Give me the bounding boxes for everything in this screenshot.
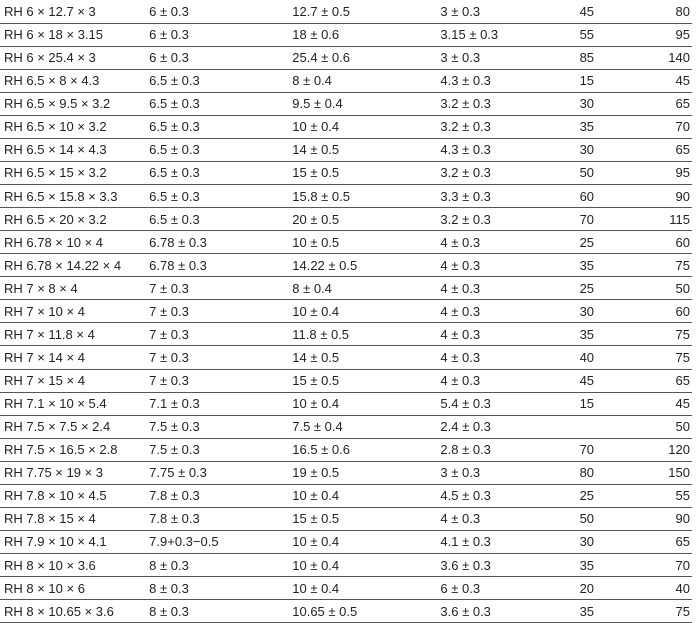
- dim-b-cell: 14 ± 0.5: [290, 346, 432, 369]
- dim-b-cell: 15 ± 0.5: [290, 507, 432, 530]
- table-row: [0, 92, 692, 115]
- dim-a-cell: 7 ± 0.3: [143, 346, 290, 369]
- dim-c-cell: 3 ± 0.3: [432, 461, 531, 484]
- dim-b-cell: 10 ± 0.4: [290, 577, 432, 600]
- value-1-cell: 45: [532, 369, 638, 392]
- dim-b-cell: 10 ± 0.4: [290, 115, 432, 138]
- dim-a-cell: 7.9+0.3−0.5: [143, 530, 290, 553]
- part-code-cell: RH 7 × 15 × 4: [0, 369, 143, 392]
- table-row: [0, 461, 692, 484]
- table-row: [0, 392, 692, 415]
- value-2-cell: 120: [638, 438, 692, 461]
- value-1-cell: 25: [532, 277, 638, 300]
- dim-a-cell: 6.5 ± 0.3: [143, 69, 290, 92]
- dim-b-cell: 19 ± 0.5: [290, 461, 432, 484]
- value-1-cell: 20: [532, 577, 638, 600]
- dim-c-cell: 4 ± 0.3: [432, 369, 531, 392]
- dim-b-cell: 20 ± 0.5: [290, 208, 432, 231]
- dim-a-cell: 7.5 ± 0.3: [143, 438, 290, 461]
- value-2-cell: 75: [638, 254, 692, 277]
- part-code-cell: RH 7.9 × 10 × 4.1: [0, 530, 143, 553]
- part-code-cell: RH 6.5 × 15.8 × 3.3: [0, 185, 143, 208]
- dim-c-cell: 4 ± 0.3: [432, 507, 531, 530]
- value-2-cell: 95: [638, 23, 692, 46]
- value-2-cell: 65: [638, 369, 692, 392]
- value-1-cell: 35: [532, 115, 638, 138]
- part-code-cell: RH 8 × 10.65 × 3.6: [0, 600, 143, 623]
- value-2-cell: 60: [638, 231, 692, 254]
- value-2-cell: 65: [638, 138, 692, 161]
- table-row: [0, 231, 692, 254]
- dim-c-cell: 3.6 ± 0.3: [432, 600, 531, 623]
- dim-c-cell: 6 ± 0.3: [432, 577, 531, 600]
- part-code-cell: RH 6.78 × 14.22 × 4: [0, 254, 143, 277]
- value-2-cell: 40: [638, 577, 692, 600]
- dim-a-cell: 6.5 ± 0.3: [143, 161, 290, 184]
- table-row: [0, 300, 692, 323]
- dim-c-cell: 3.2 ± 0.3: [432, 115, 531, 138]
- value-2-cell: 115: [638, 208, 692, 231]
- part-code-cell: RH 6.5 × 9.5 × 3.2: [0, 92, 143, 115]
- dim-a-cell: 6.5 ± 0.3: [143, 185, 290, 208]
- dim-a-cell: 6.78 ± 0.3: [143, 254, 290, 277]
- dim-a-cell: 7 ± 0.3: [143, 323, 290, 346]
- dim-a-cell: 6 ± 0.3: [143, 0, 290, 23]
- table-row: [0, 415, 692, 438]
- part-code-cell: RH 6 × 12.7 × 3: [0, 0, 143, 23]
- table-row: [0, 277, 692, 300]
- dim-c-cell: 3.2 ± 0.3: [432, 92, 531, 115]
- dim-b-cell: 7.5 ± 0.4: [290, 415, 432, 438]
- value-1-cell: 45: [532, 0, 638, 23]
- part-code-cell: RH 6 × 25.4 × 3: [0, 46, 143, 69]
- value-1-cell: 35: [532, 554, 638, 577]
- dim-b-cell: 10 ± 0.4: [290, 530, 432, 553]
- dim-b-cell: 12.7 ± 0.5: [290, 0, 432, 23]
- value-2-cell: 65: [638, 530, 692, 553]
- dim-b-cell: 16.5 ± 0.6: [290, 438, 432, 461]
- dim-c-cell: 3 ± 0.3: [432, 0, 531, 23]
- table-row: [0, 346, 692, 369]
- value-1-cell: 25: [532, 231, 638, 254]
- table-row: [0, 69, 692, 92]
- dim-a-cell: 6.5 ± 0.3: [143, 115, 290, 138]
- dim-b-cell: 14 ± 0.5: [290, 138, 432, 161]
- value-1-cell: 30: [532, 92, 638, 115]
- dim-b-cell: 10 ± 0.4: [290, 392, 432, 415]
- table-row: [0, 554, 692, 577]
- dim-b-cell: 15.8 ± 0.5: [290, 185, 432, 208]
- dim-a-cell: 7 ± 0.3: [143, 300, 290, 323]
- value-2-cell: 60: [638, 300, 692, 323]
- dim-c-cell: 3.6 ± 0.3: [432, 554, 531, 577]
- table-row: [0, 23, 692, 46]
- table-row: [0, 161, 692, 184]
- dim-b-cell: 8 ± 0.4: [290, 69, 432, 92]
- value-1-cell: 35: [532, 600, 638, 623]
- value-1-cell: 70: [532, 438, 638, 461]
- value-2-cell: 75: [638, 346, 692, 369]
- dim-b-cell: 9.5 ± 0.4: [290, 92, 432, 115]
- value-2-cell: 70: [638, 554, 692, 577]
- dim-b-cell: 10 ± 0.4: [290, 300, 432, 323]
- table-row: [0, 530, 692, 553]
- part-code-cell: RH 7.5 × 16.5 × 2.8: [0, 438, 143, 461]
- part-code-cell: RH 7.8 × 10 × 4.5: [0, 484, 143, 507]
- value-1-cell: 50: [532, 507, 638, 530]
- dim-c-cell: 4.3 ± 0.3: [432, 69, 531, 92]
- value-1-cell: [532, 415, 638, 438]
- value-1-cell: 15: [532, 392, 638, 415]
- value-1-cell: 30: [532, 138, 638, 161]
- table-row: [0, 115, 692, 138]
- table-row: [0, 138, 692, 161]
- dim-b-cell: 25.4 ± 0.6: [290, 46, 432, 69]
- dim-a-cell: 7 ± 0.3: [143, 369, 290, 392]
- part-code-cell: RH 6.78 × 10 × 4: [0, 231, 143, 254]
- part-code-cell: RH 7 × 10 × 4: [0, 300, 143, 323]
- table-row: [0, 46, 692, 69]
- value-2-cell: 140: [638, 46, 692, 69]
- dim-c-cell: 3.2 ± 0.3: [432, 161, 531, 184]
- value-2-cell: 50: [638, 277, 692, 300]
- dim-b-cell: 15 ± 0.5: [290, 369, 432, 392]
- value-2-cell: 45: [638, 69, 692, 92]
- value-1-cell: 60: [532, 185, 638, 208]
- value-1-cell: 35: [532, 323, 638, 346]
- part-code-cell: RH 6.5 × 14 × 4.3: [0, 138, 143, 161]
- dim-c-cell: 2.4 ± 0.3: [432, 415, 531, 438]
- dim-a-cell: 7.1 ± 0.3: [143, 392, 290, 415]
- dim-c-cell: 4.5 ± 0.3: [432, 484, 531, 507]
- table-row: [0, 438, 692, 461]
- dim-c-cell: 3.2 ± 0.3: [432, 208, 531, 231]
- table-row: [0, 208, 692, 231]
- dim-a-cell: 6 ± 0.3: [143, 46, 290, 69]
- part-code-cell: RH 7.1 × 10 × 5.4: [0, 392, 143, 415]
- value-1-cell: 30: [532, 300, 638, 323]
- value-2-cell: 90: [638, 185, 692, 208]
- part-code-cell: RH 7 × 8 × 4: [0, 277, 143, 300]
- dim-c-cell: 4 ± 0.3: [432, 300, 531, 323]
- part-code-cell: RH 6.5 × 20 × 3.2: [0, 208, 143, 231]
- table-row: [0, 600, 692, 623]
- table-row: [0, 0, 692, 23]
- dim-a-cell: 8 ± 0.3: [143, 577, 290, 600]
- table-row: [0, 577, 692, 600]
- value-2-cell: 50: [638, 415, 692, 438]
- value-2-cell: 150: [638, 461, 692, 484]
- part-code-cell: RH 6.5 × 8 × 4.3: [0, 69, 143, 92]
- dim-c-cell: 3 ± 0.3: [432, 46, 531, 69]
- dim-c-cell: 4.1 ± 0.3: [432, 530, 531, 553]
- dim-c-cell: 3.3 ± 0.3: [432, 185, 531, 208]
- dim-a-cell: 7.8 ± 0.3: [143, 484, 290, 507]
- dim-c-cell: 4 ± 0.3: [432, 277, 531, 300]
- value-1-cell: 30: [532, 530, 638, 553]
- part-code-cell: RH 8 × 10 × 3.6: [0, 554, 143, 577]
- part-code-cell: RH 6 × 18 × 3.15: [0, 23, 143, 46]
- value-2-cell: 80: [638, 0, 692, 23]
- dim-c-cell: 3.15 ± 0.3: [432, 23, 531, 46]
- dim-c-cell: 2.8 ± 0.3: [432, 438, 531, 461]
- value-1-cell: 70: [532, 208, 638, 231]
- value-1-cell: 35: [532, 254, 638, 277]
- value-1-cell: 50: [532, 161, 638, 184]
- dim-a-cell: 7.8 ± 0.3: [143, 507, 290, 530]
- dim-b-cell: 10.65 ± 0.5: [290, 600, 432, 623]
- value-2-cell: 75: [638, 600, 692, 623]
- part-code-cell: RH 6.5 × 10 × 3.2: [0, 115, 143, 138]
- value-1-cell: 40: [532, 346, 638, 369]
- part-code-cell: RH 8 × 10 × 6: [0, 577, 143, 600]
- dim-a-cell: 6.5 ± 0.3: [143, 138, 290, 161]
- value-1-cell: 85: [532, 46, 638, 69]
- value-1-cell: 55: [532, 23, 638, 46]
- part-code-cell: RH 7.75 × 19 × 3: [0, 461, 143, 484]
- value-2-cell: 65: [638, 92, 692, 115]
- dim-b-cell: 10 ± 0.4: [290, 554, 432, 577]
- dim-b-cell: 8 ± 0.4: [290, 277, 432, 300]
- table-row: [0, 323, 692, 346]
- dim-b-cell: 18 ± 0.6: [290, 23, 432, 46]
- value-2-cell: 45: [638, 392, 692, 415]
- value-1-cell: 25: [532, 484, 638, 507]
- dim-b-cell: 14.22 ± 0.5: [290, 254, 432, 277]
- table-row: [0, 507, 692, 530]
- dim-c-cell: 5.4 ± 0.3: [432, 392, 531, 415]
- dim-b-cell: 11.8 ± 0.5: [290, 323, 432, 346]
- dim-b-cell: 10 ± 0.4: [290, 484, 432, 507]
- dim-a-cell: 6.5 ± 0.3: [143, 92, 290, 115]
- part-code-cell: RH 7.5 × 7.5 × 2.4: [0, 415, 143, 438]
- dim-a-cell: 7.75 ± 0.3: [143, 461, 290, 484]
- part-code-cell: RH 6.5 × 15 × 3.2: [0, 161, 143, 184]
- dim-a-cell: 6 ± 0.3: [143, 23, 290, 46]
- dim-c-cell: 4 ± 0.3: [432, 323, 531, 346]
- value-2-cell: 75: [638, 323, 692, 346]
- dim-a-cell: 6.78 ± 0.3: [143, 231, 290, 254]
- value-2-cell: 95: [638, 161, 692, 184]
- dim-a-cell: 6.5 ± 0.3: [143, 208, 290, 231]
- value-2-cell: 90: [638, 507, 692, 530]
- table-row: [0, 254, 692, 277]
- dim-a-cell: 7 ± 0.3: [143, 277, 290, 300]
- dim-c-cell: 4.3 ± 0.3: [432, 138, 531, 161]
- value-2-cell: 55: [638, 484, 692, 507]
- table-row: [0, 369, 692, 392]
- dim-c-cell: 4 ± 0.3: [432, 346, 531, 369]
- dim-a-cell: 8 ± 0.3: [143, 600, 290, 623]
- dim-c-cell: 4 ± 0.3: [432, 231, 531, 254]
- dim-a-cell: 7.5 ± 0.3: [143, 415, 290, 438]
- dim-a-cell: 8 ± 0.3: [143, 554, 290, 577]
- dim-c-cell: 4 ± 0.3: [432, 254, 531, 277]
- part-code-cell: RH 7 × 14 × 4: [0, 346, 143, 369]
- value-1-cell: 80: [532, 461, 638, 484]
- part-code-cell: RH 7 × 11.8 × 4: [0, 323, 143, 346]
- table-row: [0, 185, 692, 208]
- value-1-cell: 15: [532, 69, 638, 92]
- dim-b-cell: 10 ± 0.5: [290, 231, 432, 254]
- part-code-cell: RH 7.8 × 15 × 4: [0, 507, 143, 530]
- value-2-cell: 70: [638, 115, 692, 138]
- table-row: [0, 484, 692, 507]
- dim-b-cell: 15 ± 0.5: [290, 161, 432, 184]
